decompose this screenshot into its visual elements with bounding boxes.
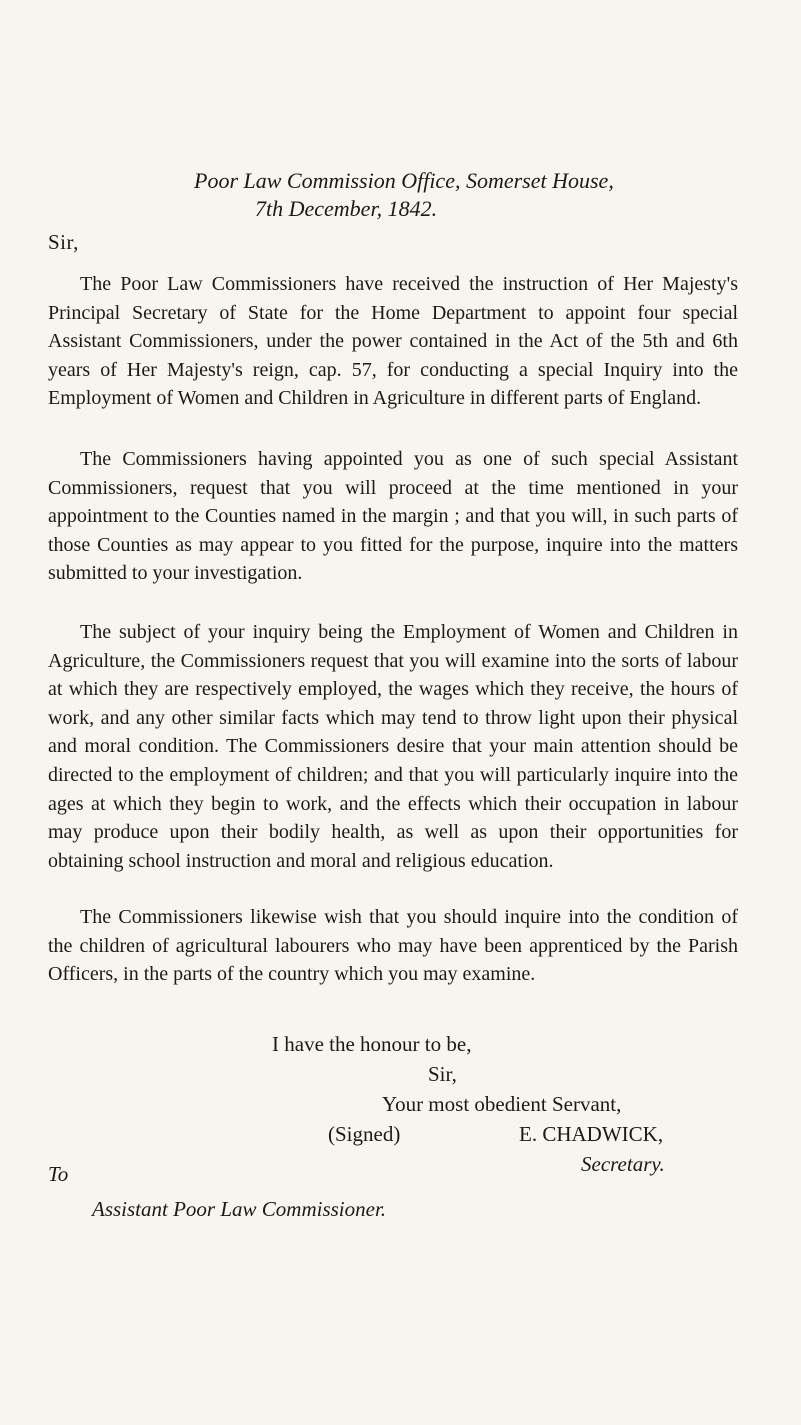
to-label: To <box>48 1162 69 1186</box>
salutation: Sir, <box>48 230 79 254</box>
signatory-name: E. CHADWICK, <box>519 1122 664 1146</box>
closing-sir: Sir, <box>428 1062 457 1086</box>
paragraph-1: The Poor Law Commissioners have received the instruction of Her Majesty's Principal Secretary of State for the Home Department to appoint four special Assistant Commissioners, under the power contained in the Act of the 5th and 6th years of Her Majesty's reign, cap. 57, for conducting a special Inquiry into the Employment of Women and Children in Agriculture in different parts of England. <box>48 273 738 410</box>
letter-heading-address: Poor Law Commission Office, Somerset House, <box>194 168 614 193</box>
letter-heading-date: 7th December, 1842. <box>255 196 438 221</box>
paragraph-2: The Commissioners having appointed you as one of such special Assistant Commissioners, request that you will proceed at the time mentioned in your appointment to the Counties named in the margin ; and that you will, in such parts of those Counties as may appear to you fitted for the purpose, inquire into the matters submitted to your investigation. <box>48 448 738 585</box>
signed-label: (Signed) <box>328 1122 401 1146</box>
closing-servant: Your most obedient Servant, <box>382 1092 622 1116</box>
addressee: Assistant Poor Law Commissioner. <box>92 1197 387 1221</box>
signatory-title: Secretary. <box>581 1152 665 1176</box>
paragraph-3: The subject of your inquiry being the Employment of Women and Children in Agriculture, the Commissioners request that you will examine into the sorts of labour at which they are respectively employed, the wages which they receive, the hours of work, and any other similar facts which may tend to throw light upon their physical and moral condition. The Commissioners desire that your main attention should be directed to the employment of children; and that you will particularly inquire into the ages at which they begin to work, and the effects which their occupation in labour may produce upon their bodily health, as well as upon their opportunities for obtaining school instruction and moral and religious education. <box>48 621 738 872</box>
paragraph-4: The Commissioners likewise wish that you should inquire into the condition of the children of agricultural labourers who may have been apprenticed by the Parish Officers, in the parts of the country which you may examine. <box>48 906 738 986</box>
closing-honour: I have the honour to be, <box>272 1032 472 1056</box>
